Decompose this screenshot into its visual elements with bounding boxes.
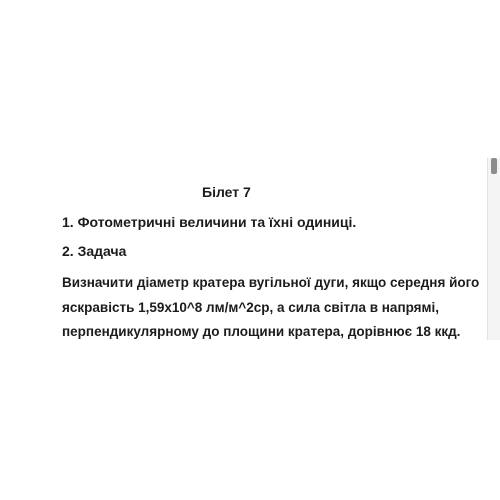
vertical-scrollbar[interactable] — [487, 158, 500, 340]
task-text — [62, 271, 482, 340]
question-1: 1. Фотометричні величини та їхні одиниці. — [62, 214, 357, 230]
document-viewer[interactable] — [0, 158, 500, 340]
question-2-heading: 2. Задача — [62, 243, 127, 259]
scrollbar-thumb[interactable] — [491, 158, 497, 174]
ticket-title: Білет 7 — [202, 184, 251, 200]
task-line: перпендикулярному до площини кратера, дорівнює 18 ккд. — [62, 324, 461, 339]
document-page — [0, 158, 488, 340]
task-line: яскравість 1,59х10^8 лм/м^2ср, а сила світла в напрямі, — [62, 299, 440, 315]
task-line: Визначити діаметр кратера вугільної дуги, якщо середня його — [62, 275, 480, 290]
